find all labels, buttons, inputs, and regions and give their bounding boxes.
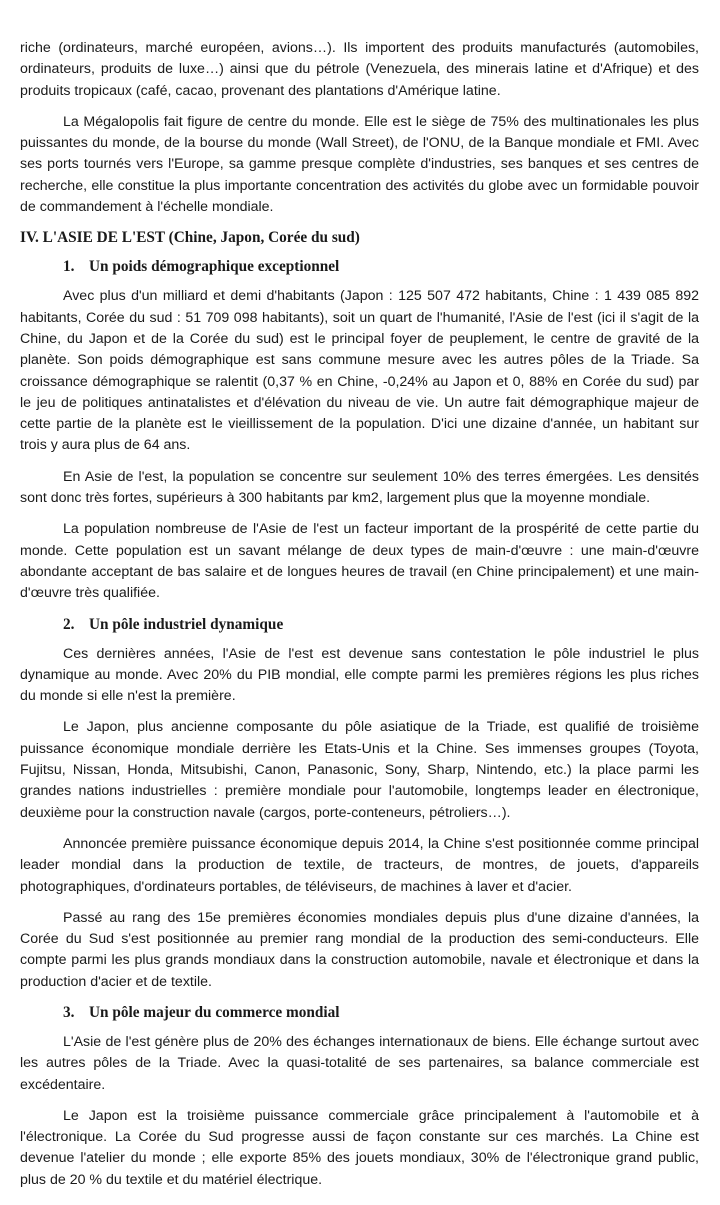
paragraph-demography-3: La population nombreuse de l'Asie de l'est un facteur important de la prospérité de cette partie du monde. Cette population est un savant mélange de deux types de main-d'œuvre : une main-d'œuvre abondante acceptant de bas salaire et de longues heures de travail (en Chine principalement) et une main-d'œuvre très qualifiée.: [20, 521, 699, 602]
subsection-heading-2: [20, 615, 699, 635]
paragraph-industry-4: Passé au rang des 15e premières économies mondiales depuis plus d'une dizaine d'années, la Corée du Sud s'est positionnée au premier rang mondial de la production des semi-conducteurs. Elle compte parmi les plus grands mondiaux dans la construction automobile, navale et électronique et dans la production d'acier et de textile.: [20, 909, 699, 990]
subsection-number: 3.: [63, 1003, 75, 1021]
subsection-title: Un pôle majeur du commerce mondial: [89, 1003, 340, 1021]
subsection-number: 1.: [63, 258, 75, 276]
subsection-title: Un poids démographique exceptionnel: [89, 258, 340, 276]
section-title: IV. L'ASIE DE L'EST (Chine, Japon, Corée du sud): [20, 229, 360, 247]
document-page: [20, 38, 699, 1201]
paragraph-intro: riche (ordinateurs, marché européen, avions…). Ils importent des produits manufacturés (automobiles, ordinateurs, produits de luxe…) ainsi que du pétrole (Venezuela, des minerais latine et d'Afrique) et des produits tropicaux (café, cacao, provenant des plantations d'Amérique latine.: [20, 40, 699, 99]
paragraph-demography-2: En Asie de l'est, la population se concentre sur seulement 10% des terres émergées. Les densités sont donc très fortes, supérieurs à 300 habitants par km2, largement plus que la moyenne mondiale.: [20, 468, 699, 507]
paragraph-industry-3: Annoncée première puissance économique depuis 2014, la Chine s'est positionnée comme principal leader mondial dans la production de textile, de tracteurs, de montres, de jouets, d'appareils photographiques, d'ordinateurs portables, de téléviseurs, de machines à laver et d'acier.: [20, 835, 699, 895]
subsection-number: 2.: [63, 615, 75, 633]
paragraph-megalopolis: La Mégalopolis fait figure de centre du monde. Elle est le siège de 75% des multinationales les plus puissantes du monde, de la bourse du monde (Wall Street), de l'ONU, de la Banque mondiale et FMI. Avec ses ports tournés vers l'Europe, sa gamme presque complète d'industries, ses banques et ses centres de recherche, elle constitue la plus importante concentration des activités du globe avec un formidable pouvoir de commandement à l'échelle mondiale.: [20, 113, 699, 216]
subsection-heading-1: [20, 257, 699, 277]
paragraph-trade-2: Le Japon est la troisième puissance commerciale grâce principalement à l'automobile et à l'électronique. La Corée du Sud progresse aussi de façon constante sur ces marchés. La Chine est devenue l'atelier du monde ; elle exporte 85% des jouets mondiaux, 30% de l'électronique grand public, plus de 20 % du textile et du matériel électrique.: [20, 1107, 699, 1188]
paragraph-industry-2: Le Japon, plus ancienne composante du pôle asiatique de la Triade, est qualifié de troisième puissance économique mondiale derrière les Etats-Unis et la Chine. Ses immenses groupes (Toyota, Fujitsu, Nissan, Honda, Mitsubishi, Canon, Panasonic, Sony, Sharp, Nintendo, etc.) la place parmi les grandes nations industrielles : première mondiale pour l'automobile, longtemps leader en électronique, deuxième pour la construction navale (cargos, porte-conteneurs, pétroliers…).: [20, 719, 699, 821]
paragraph-demography-1: Avec plus d'un milliard et demi d'habitants (Japon : 125 507 472 habitants, Chine : 1 439 085 892 habitants, Corée du sud : 51 709 098 habitants), soit un quart de l'humanité, l'Asie de l'est (ici il s'agit de la Chine, du Japon et de la Corée du sud) est le principal foyer de peuplement, le centre de gravité de la planète. Son poids démographique est sans commune mesure avec les autres pôles de la Triade. Sa croissance démographique se ralentit (0,37 % en Chine, -0,24% au Japon et 0, 88% en Corée du sud) par le jeu de politiques antinatalistes et d'élévation du niveau de vie. Un autre fait démographique majeur de cette partie de la planète est le vieillissement de la population. D'ici une dizaine d'année, un habitant sur trois y aura plus de 64 ans.: [20, 288, 699, 454]
paragraph-industry-1: Ces dernières années, l'Asie de l'est est devenue sans contestation le pôle industriel le plus dynamique au monde. Avec 20% du PIB mondial, elle compte parmi les premières régions les plus riches du monde si elle n'est la première.: [20, 645, 699, 705]
paragraph-trade-1: L'Asie de l'est génère plus de 20% des échanges internationaux de biens. Elle échange surtout avec les autres pôles de la Triade. Avec la quasi-totalité de ses partenaires, sa balance commerciale est excédentaire.: [20, 1033, 699, 1093]
subsection-heading-3: [20, 1003, 699, 1023]
subsection-title: Un pôle industriel dynamique: [89, 615, 284, 633]
